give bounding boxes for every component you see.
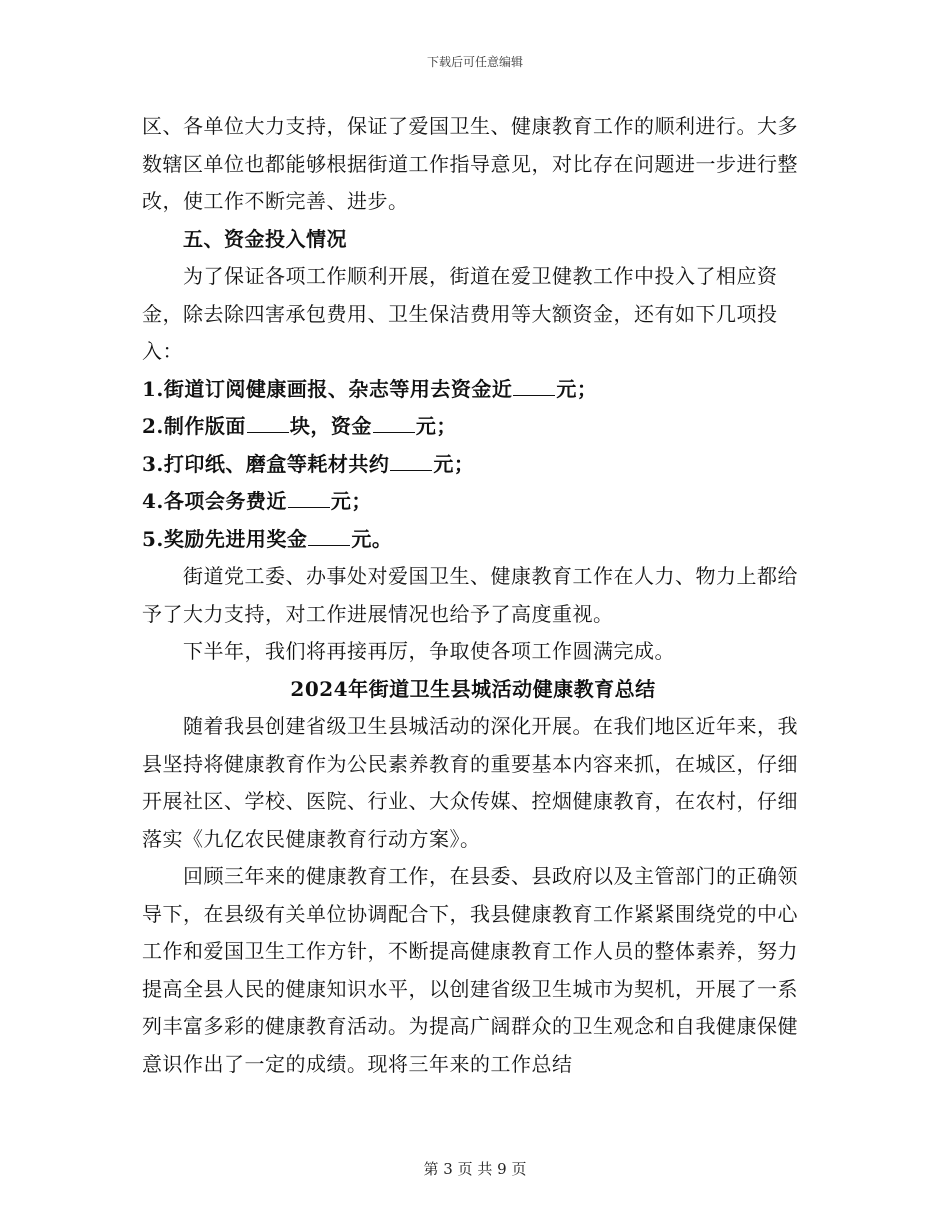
list-item: 3.打印纸、磨盒等耗材共约 元；: [142, 451, 475, 476]
paragraph-funding-intro: 为了保证各项工作顺利开展，街道在爱卫健教工作中投入了相应资金，除去除四害承包费用、卫生保洁费用等大额资金，还有如下几项投入：: [142, 264, 778, 363]
paragraph-continuation: 区、各单位大力支持，保证了爱国卫生、健康教育工作的顺利进行。大多数辖区单位也都能够根据街道工作指导意见，对比存在问题进一步进行整改，使工作不断完善、进步。: [142, 114, 798, 213]
list-item: 2.制作版面 块，资金 元；: [142, 414, 457, 438]
blank-line: [308, 527, 350, 546]
blank-line: [288, 489, 330, 508]
paragraph-intro: 随着我县创建省级卫生县城活动的深化开展。在我们地区近年来，我县坚持将健康教育作为公民素养教育的重要基本内容来抓，在城区，仔细开展社区、学校、医院、行业、大众传媒、控烟健康教育，在农村，仔细落实《九亿农民健康教育行动方案》。: [142, 714, 798, 851]
page-header-note: 下载后可任意编辑: [426, 55, 523, 69]
paragraph-support: 街道党工委、办事处对爱国卫生、健康教育工作在人力、物力上都给予了大力支持，对工作进展情况也给予了高度重视。: [142, 564, 798, 626]
list-item: 4.各项会务费近 元；: [142, 489, 372, 513]
page-footer-number: 第 3 页 共 9 页: [423, 1160, 527, 1178]
blank-line: [247, 414, 289, 433]
section-heading-funding: 五、资金投入情况: [183, 226, 347, 251]
list-item: 1.街道订阅健康画报、杂志等用去资金近 元；: [142, 376, 598, 401]
paragraph-review: 回顾三年来的健康教育工作，在县委、县政府以及主管部门的正确领导下，在县级有关单位协调配合下，我县健康教育工作紧紧围绕党的中心工作和爱国卫生工作方针，不断提高健康教育工作人员的整体素养，努力提高全县人民的健康知识水平，以创建省级卫生城市为契机，开展了一系列丰富多彩的健康教育活动。为提高广阔群众的卫生观念和自我健康保健意识作出了一定的成绩。现将三年来的工作总结: [142, 864, 798, 1076]
document-body: [142, 108, 804, 1083]
list-item: 5.奖励先进用奖金 元。: [142, 526, 393, 551]
blank-line: [390, 452, 432, 471]
paragraph-next-half: 下半年，我们将再接再厉，争取使各项工作圆满完成。: [183, 639, 675, 663]
blank-line: [373, 414, 415, 433]
blank-line: [513, 377, 555, 396]
document-title: 2024年街道卫生县城活动健康教育总结: [290, 676, 656, 701]
